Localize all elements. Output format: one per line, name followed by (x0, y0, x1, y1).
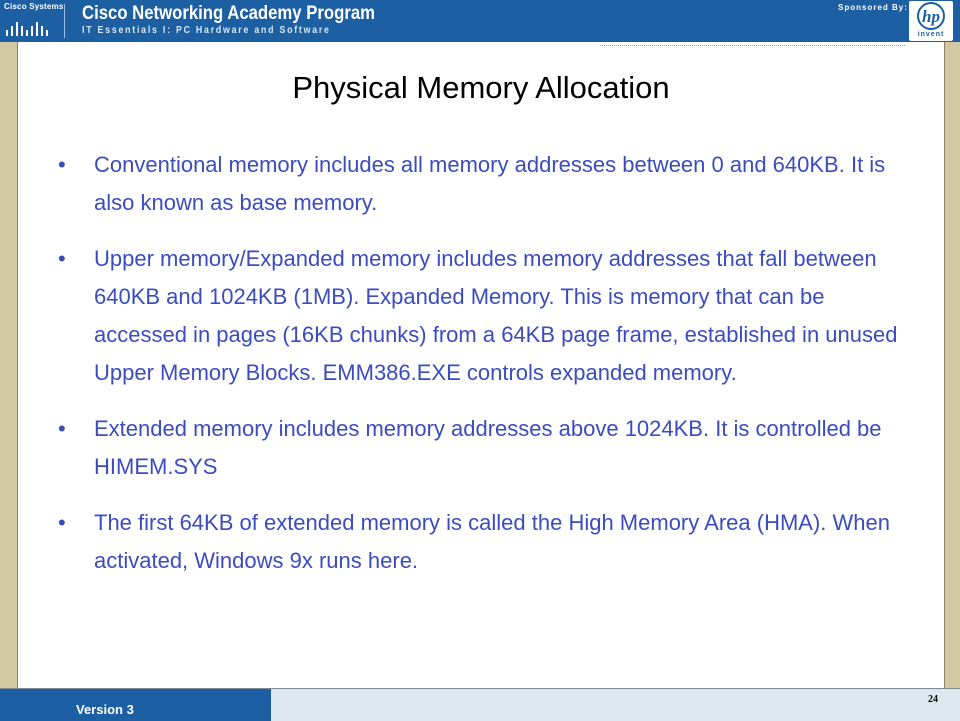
bullet-text: The first 64KB of extended memory is called the High Memory Area (HMA). When activated, Windows 9x runs here. (94, 510, 890, 573)
slide-title: Physical Memory Allocation (292, 70, 670, 105)
footer-bar (0, 688, 960, 721)
right-side-bar (944, 42, 960, 688)
bullet-icon: • (58, 510, 66, 535)
version-label: Version 3 (76, 702, 134, 717)
bullet-text: Conventional memory includes all memory addresses between 0 and 640KB. It is also known as base memory. (94, 152, 886, 215)
bullet-icon: • (58, 416, 66, 441)
header-banner (0, 0, 960, 42)
bullet-item (58, 410, 898, 486)
version-box (0, 689, 271, 721)
program-title: Cisco Networking Academy Program (82, 3, 375, 24)
bullet-item (58, 504, 898, 580)
bullet-item (58, 146, 898, 222)
header-decoration-line (600, 42, 905, 46)
header-divider (64, 4, 65, 38)
bullet-icon: • (58, 152, 66, 177)
bullet-list (58, 146, 898, 598)
sponsor-label: Sponsored By: (838, 3, 908, 12)
program-subtitle: IT Essentials I: PC Hardware and Software (82, 25, 331, 36)
cisco-logo-text: Cisco Systems (4, 2, 64, 11)
hp-logo-icon (911, 1, 951, 31)
hp-logo (909, 1, 953, 41)
bullet-icon: • (58, 246, 66, 271)
hp-logo-letters: hp (922, 7, 940, 26)
bullet-item (58, 240, 898, 392)
left-side-bar (0, 42, 18, 688)
bullet-text: Extended memory includes memory addresses above 1024KB. It is controlled be HIMEM.SYS (94, 416, 882, 479)
bullet-text: Upper memory/Expanded memory includes memory addresses that fall between 640KB and 1024KB (1MB). Expanded Memory. This is memory that can be accessed in pages (16KB chunks) from a 64KB page frame, established in unused Upper Memory Blocks. EMM386.EXE controls expanded memory. (94, 246, 898, 385)
page-number: 24 (928, 694, 938, 705)
cisco-bridge-icon (4, 14, 58, 38)
cisco-logo (4, 2, 64, 40)
hp-tagline: invent (917, 31, 945, 38)
